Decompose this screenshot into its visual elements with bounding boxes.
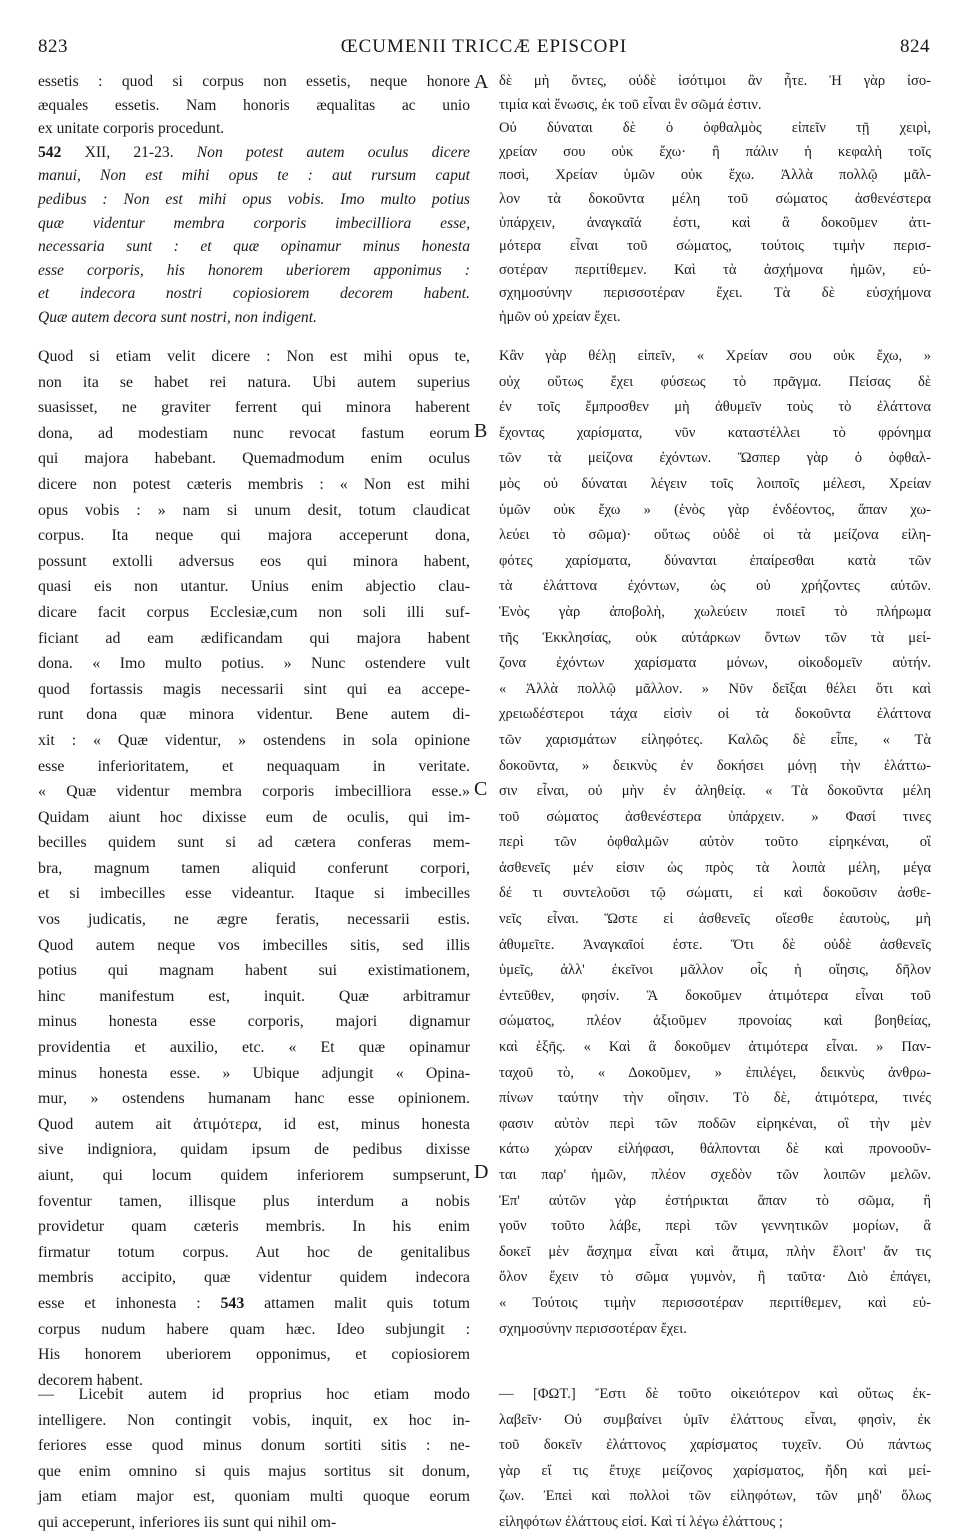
text-line: vos judicatis, ne ægre feratis, necessarii estis. [38, 911, 470, 929]
text-line: ficiant ad eam ædificandam qui majora habent [38, 629, 470, 647]
latin-commentary-photius [38, 1382, 470, 1536]
text-line: ἡμῶν οὐ χρείαν ἔχει. [499, 308, 621, 325]
text-line: qui majora habebant. Quemadmodum enim oculus [38, 450, 470, 468]
text-line: ἐν τοῖς ἔμπροσθεν μὴ ἀθυμεῖν τοὺς τὸ ἐλάττονα [499, 399, 931, 416]
text-line: οὐχ οὕτως ἔχει φύσεως τὸ πρᾶγμα. Πείσας δὲ [499, 373, 931, 390]
text-line: dona, ad modestiam nunc revocat fastum eorum [38, 424, 470, 442]
text-line: Οὐ δύναται δὲ ὁ ὀφθαλμὸς εἰπεῖν τῇ χειρὶ, [499, 120, 931, 137]
text-line: τῆς Ἐκκλησίας, οὐκ αὐτάρκων ὄντων τῶν τὰ μεί- [499, 629, 931, 646]
text-line: Ἑνὸς γὰρ ἀποβολὴ, χωλεύειν ποιεῖ τὸ πλήρωμα [499, 603, 931, 620]
text-line: καὶ ἑξῆς. « Καὶ ἃ δοκοῦμεν ἀτιμότερα εἶναι. » Παν- [499, 1039, 931, 1056]
latin-commentary [38, 344, 470, 1393]
text-line: 542 XII, 21-23. Non potest autem oculus dicere [38, 143, 470, 161]
text-line: essetis : quod si corpus non essetis, neque honore [38, 73, 470, 90]
text-line: manui, Non est mihi opus te : aut rursum caput [38, 167, 470, 185]
text-line: membris accipito, quæ videntur quidem indecora [38, 1269, 470, 1287]
text-line: becilles quidem sunt si ad cætera conferas mem- [38, 834, 470, 852]
text-line: providentia et auxilio, etc. « Et quæ opinamur [38, 1039, 470, 1057]
text-line: foventur tamen, illisque plus interdum a nobis [38, 1192, 470, 1210]
text-line: κάτω χώραν εἰλήφασι, θάλπονται δὲ καὶ προνοοῦν- [499, 1141, 931, 1158]
text-line: corpus nudum habere quam hæc. Ideo subjungit : [38, 1320, 470, 1338]
text-line: λεύει τὸ σῶμα)· οὕτως οὐδὲ οἱ τὰ μείζονα εἰλη- [499, 527, 931, 544]
text-line: σχημοσύνην περισσοτέραν ἔχει. Τὰ δὲ εὐσχήμονα [499, 285, 931, 302]
text-line: τῶν τὰ μείζονα ἐχόντων. Ὥσπερ γὰρ ὁ ὀφθαλ- [499, 450, 931, 467]
page-number-left: 823 [38, 36, 68, 57]
text-line: « Ἀλλὰ πολλῷ μᾶλλον. » Νῦν δεῖξαι θέλει ὅτι καὶ [499, 680, 931, 697]
text-line: ἀσθενεῖς μέν εἰσιν ὡς πρὸς τὰ λοιπὰ μέλη, μέγα [499, 859, 931, 876]
text-line: λαβεῖν· Οὐ συμβαίνει ὑμῖν ἐλάττους εἶναι, φησὶν, ἐκ [499, 1411, 931, 1428]
text-line: φασιν αὐτὸν περὶ τῶν ποδῶν εἰρηκέναι, οἳ τὴν μὲν [499, 1115, 931, 1132]
text-line: μότερα εἶναι τοῦ σώματος, τούτοις τιμὴν περισ- [499, 238, 931, 255]
text-line: qui acceperunt, inferiores iis sunt qui nihil om- [38, 1513, 337, 1531]
text-line: τιμία καὶ ἕνωσις, ἐκ τοῦ εἶναι ἓν σῶμά ἐστιν. [499, 96, 762, 113]
text-line: esse corporis, his honorem uberiorem apponimus : [38, 261, 470, 279]
text-line: jam etiam major est, quoniam multi quoque eorum [38, 1488, 470, 1506]
text-line: sive indigniora, quidam ipsum de pedibus dixisse [38, 1141, 470, 1159]
text-line: σχημοσύνην περισσοτέραν ἔχει. [499, 1320, 687, 1337]
text-line: mur, » ostendens humanam hanc esse opinionem. [38, 1090, 470, 1108]
greek-commentary [499, 344, 931, 1342]
text-line: et indecora nostri copiosiorem decorem habent. [38, 285, 470, 303]
text-line: σοτέραν περιτίθεμεν. Καὶ τὰ ἀσχήμονα ἡμῶν, εὐ- [499, 261, 931, 278]
text-line: bra, magnum tamen aliquid conferunt corpori, [38, 859, 470, 877]
margin-letter-a: A [474, 71, 489, 93]
text-line: possunt extolli adversus eos qui minora habent, [38, 552, 470, 570]
text-line: dona. « Imo multo potius. » Nunc ostendere vult [38, 655, 470, 673]
text-line: ζων. Ἐπεὶ καὶ πολλοὶ τῶν εἰληφότων, τῶν μηδ' ὅλως [499, 1488, 931, 1505]
text-line: Ἐπ' αὐτῶν γὰρ ἐστήρικται ἅπαν τὸ σῶμα, ἢ [499, 1192, 931, 1209]
text-line: dicere non potest cæteris membris : « Non est mihi [38, 475, 470, 493]
text-line: potius qui magnam habent sui existimationem, [38, 962, 470, 980]
text-line: μὸς οὐ δύναται λέγειν τοῖς λοιποῖς μέλεσι, Χρείαν [499, 475, 931, 492]
text-line: quæ videntur membra corporis imbecilliora esse, [38, 214, 470, 232]
margin-letter-b: B [474, 420, 488, 442]
text-line: suasisset, ne graviter ferrent qui minora haberent [38, 399, 470, 417]
text-line: πίνων ταύτην τὴν οἴησιν. Τὸ δὲ, ἀτιμότερα, τινές [499, 1090, 931, 1107]
text-line: Quod autem ait ἀτιμότερα, id est, minus honesta [38, 1115, 470, 1133]
text-line: σιν εἶναι, οὐ μὴν ἐν ἀληθείᾳ. « Τὰ δοκοῦντα μέλη [499, 783, 931, 800]
text-line: corpus. Ita neque qui majora acceperunt dona, [38, 527, 470, 545]
text-line: Quod autem neque vos imbecilles sitis, sed illis [38, 936, 470, 954]
text-line: εἰληφότων ἐλάττους εἰσί. Καὶ τί λέγω ἐλάττους ; [499, 1513, 783, 1530]
latin-scripture-text [38, 70, 470, 330]
running-title: ŒCUMENII TRICCÆ EPISCOPI [340, 36, 628, 57]
text-line: ὑμεῖς, ἀλλ' ἐκεῖνοι μᾶλλον οἷς ἡ οἴησις, δῆλον [499, 962, 931, 979]
text-line: dicare facit corpus Ecclesiæ,cum non soli illi suf- [38, 603, 470, 621]
text-line: xit : « Quæ videntur, » ostendens in sola opinione [38, 731, 470, 749]
text-line: χρείαν σου οὐκ ἔχω· ἢ πάλιν ἡ κεφαλὴ τοῖς [499, 143, 931, 160]
text-line: ἀθυμεῖτε. Ἀναγκαῖοί ἐστε. Ὅτι δὲ οὐδὲ ἀσθενεῖς [499, 936, 931, 953]
text-line: δοκοῦντα, » δεικνὺς ἐν δοκήσει μόνῃ τὴν ἐλάττω- [499, 757, 931, 774]
text-line: νεῖς εἶναι. Ὥστε εἰ ἀσθενεῖς οἴεσθε ἑαυτοὺς, μὴ [499, 911, 931, 928]
text-line: pedibus : Non est mihi opus vobis. Imo multo potius [38, 190, 470, 208]
text-line: Quæ autem decora sunt nostri, non indigent. [38, 308, 317, 326]
text-line: περὶ τῶν ὀφθαλμῶν αὐτὸν τοῦτο εἰρηκέναι, οἳ [499, 834, 931, 851]
text-line: ὑπάρχειν, ἀναγκαῖά ἐστι, καὶ ἃ δοκοῦμεν ἀτι- [499, 214, 931, 231]
text-line: τῶν χαρισμάτων εἰληφότες. Καλῶς δὲ εἶπε, « Τὰ [499, 731, 931, 748]
text-line: φότες χαρίσματα, δύνανται ἐπαίρεσθαι κατὰ τῶν [499, 552, 931, 569]
greek-commentary-photius [499, 1382, 931, 1536]
text-line: « Τούτοις τιμὴν περισσοτέραν περιτίθεμεν, καὶ εὐ- [499, 1294, 931, 1311]
text-line: feriores esse quod minus donum sortiti sitis : ne- [38, 1437, 470, 1455]
text-line: ἐντεῦθεν, φησίν. Ἃ δοκοῦμεν ἀτιμότερα εἶναι τοῦ [499, 987, 931, 1004]
text-line: δέ τι συντελοῦσι τῷ σώματι, εἰ καὶ δοκοῦσιν ἀσθε- [499, 885, 931, 902]
text-line: minus honesta esse. » Ubique adjungit « Opina- [38, 1064, 470, 1082]
text-line: quasi eis non utantur. Unius enim abjectio clau- [38, 578, 470, 596]
text-line: providetur quam cæteris membris. In his enim [38, 1218, 470, 1236]
text-line: Quod si etiam velit dicere : Non est mihi opus te, [38, 348, 470, 365]
text-line: et si imbecilles esse videantur. Itaque si imbecilles [38, 885, 470, 903]
text-line: ὑμῶν οὐκ ἔχω » (ἑνὸς γὰρ ἐνδέοντος, ἅπαν χω- [499, 501, 931, 518]
text-line: τὰ ἐλάττονα ἐχόντων, ὡς οὐ χρήζοντες αὐτῶν. [499, 578, 931, 595]
text-line: τοῦ δοκεῖν ἐλάττονος χαρίσματος τυχεῖν. Οὐ πάντως [499, 1437, 931, 1454]
text-line: δοκεῖ μὲν ἄσχημα εἶναι καὶ ἄτιμα, πλὴν ἕλοιτ' ἄν τις [499, 1243, 931, 1260]
text-line: ταχοῦ τὸ, « Δοκοῦμεν, » ἐπιλέγει, δεικνὺς ἀνθρω- [499, 1064, 931, 1081]
text-line: esse inferioritatem, et nequaquam in veritate. [38, 757, 470, 775]
text-line: runt dona quæ minora videntur. Bene autem di- [38, 706, 470, 724]
text-line: « Quæ videntur membra corporis imbecilliora esse.» [38, 783, 470, 801]
text-line: ποσὶ, Χρείαν ὑμῶν οὐκ ἔχω. Ἀλλὰ πολλῷ μᾶλ- [499, 167, 931, 184]
greek-scripture-text [499, 70, 931, 330]
text-line: decorem habent. [38, 1371, 144, 1389]
text-line: ὅλον ἔχειν τὸ σῶμα γυμνὸν, ἢ ταῦτα· Διὸ ἐπάγει, [499, 1269, 931, 1286]
text-line: Quidam aiunt hoc dixisse eum de oculis, qui im- [38, 808, 470, 826]
text-line: intelligere. Non contingit vobis, inquit, ex hoc in- [38, 1411, 470, 1429]
margin-letter-c: C [474, 778, 488, 800]
margin-letter-d: D [474, 1161, 489, 1183]
text-line: æquales essetis. Nam honoris æqualitas ac unio [38, 96, 470, 114]
text-line: Κἂν γὰρ θέλῃ εἰπεῖν, « Χρείαν σου οὐκ ἔχω, » [499, 348, 931, 364]
text-line: γὰρ εἴ τις ἔτυχε μείζονος χαρίσματος, ἤδη καὶ μεί- [499, 1462, 931, 1479]
text-line: ται παρ' ἡμῶν, πλέον σχεδὸν τῶν λοιπῶν μελῶν. [499, 1167, 931, 1183]
text-line: necessaria sunt : et quæ opinamur minus honesta [38, 238, 470, 256]
page-number-right: 824 [900, 36, 930, 57]
text-line: que enim omnino si quis majus sortitus sit donum, [38, 1462, 470, 1480]
text-line: non ita se habet rei natura. Ubi autem superius [38, 373, 470, 391]
text-line: opus vobis : » nam si unum desit, totum claudicat [38, 501, 470, 519]
text-line: esse et inhonesta : 543 attamen malit quis totum [38, 1294, 470, 1312]
text-line: firmatur totum corpus. Aut hoc de genitalibus [38, 1243, 470, 1261]
text-line: δὲ μὴ ὄντες, οὐδὲ ἰσότιμοι ἂν ἦτε. Ἡ γὰρ ἰσο- [499, 73, 931, 89]
text-line: His honorem uberiorem opponimus, et copiosiorem [38, 1346, 470, 1364]
text-line: χρειωδέστεροι τάχα εἰσὶν οἱ τὰ δοκοῦντα ἐλάττονα [499, 706, 931, 723]
text-line: hinc manifestum est, inquit. Quæ arbitramur [38, 987, 470, 1005]
text-line: ex unitate corporis procedunt. [38, 120, 225, 138]
text-line: minus honesta esse corporis, majori dignamur [38, 1013, 470, 1031]
text-line: σώματος, πλέον ἀξιοῦμεν προνοίας καὶ βοηθείας, [499, 1013, 931, 1030]
text-line: γοῦν τοῦτο λάβε, περὶ τῶν γεννητικῶν μορίων, ἃ [499, 1218, 931, 1235]
text-line: ἔχοντας χαρίσματα, νῦν καταστέλλει τὸ φρόνημα [499, 424, 931, 441]
text-line: — Licebit autem id proprius hoc etiam modo [38, 1386, 470, 1403]
text-line: quod fortassis magis necessarii sint qui ea accepe- [38, 680, 470, 698]
text-line: aiunt, qui locum quidem inferiorem sumpserunt, [38, 1167, 470, 1184]
text-line: — [ΦΩΤ.] Ἔστι δὲ τοῦτο οἰκειότερον καὶ οὕτως ἐκ- [499, 1386, 931, 1402]
text-line: ζονα ἐχόντων χαρίσματα μόνων, οἰκοδομεῖν αὐτήν. [499, 655, 931, 672]
text-line: λον τὰ δοκοῦντα μέλη τοῦ σώματος ἀσθενέστερα [499, 190, 931, 207]
text-line: τοῦ σώματος ἀσθενέστερα ὑπάρχειν. » Φασί τινες [499, 808, 931, 825]
